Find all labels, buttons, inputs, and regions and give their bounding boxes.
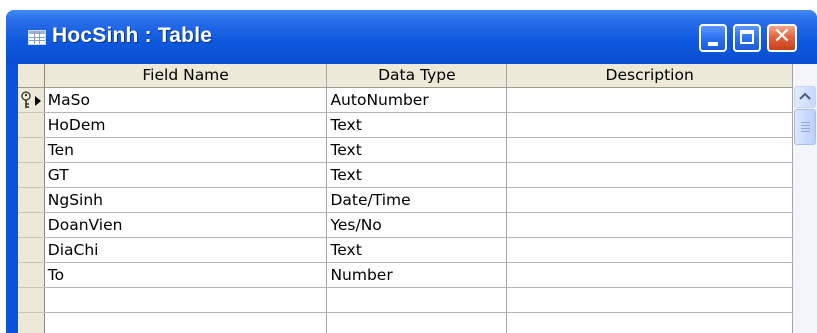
description-cell[interactable] [507, 237, 793, 262]
row-selector[interactable] [18, 162, 44, 187]
description-cell[interactable] [507, 262, 793, 287]
description-cell[interactable] [507, 112, 793, 137]
minimize-button[interactable] [699, 24, 727, 52]
row-selector[interactable] [18, 237, 44, 262]
corner-selector[interactable] [18, 64, 44, 87]
current-row-pointer-icon [35, 96, 41, 106]
design-grid [18, 64, 793, 333]
data-type-cell[interactable]: Text [327, 137, 507, 162]
table-row[interactable] [18, 137, 793, 162]
field-table [18, 64, 793, 333]
data-type-cell[interactable]: Text [327, 162, 507, 187]
table-row[interactable] [18, 262, 793, 287]
table-design-window [6, 10, 817, 333]
field-name-cell[interactable]: MaSo [44, 87, 327, 112]
row-selector[interactable] [18, 137, 44, 162]
description-cell[interactable] [507, 287, 793, 312]
table-row[interactable] [18, 87, 793, 112]
close-icon: ✕ [772, 24, 792, 49]
table-row[interactable] [18, 237, 793, 262]
table-row[interactable] [18, 162, 793, 187]
title-bar[interactable] [6, 10, 817, 64]
data-type-cell[interactable]: Yes/No [327, 212, 507, 237]
field-name-cell[interactable]: DoanVien [44, 212, 327, 237]
close-button[interactable] [767, 24, 797, 52]
column-header-data-type[interactable]: Data Type [327, 64, 507, 87]
vertical-scrollbar[interactable] [793, 64, 817, 333]
row-selector[interactable] [18, 212, 44, 237]
data-type-cell[interactable]: Text [327, 237, 507, 262]
table-row[interactable] [18, 312, 793, 333]
column-header-field-name[interactable]: Field Name [44, 64, 327, 87]
maximize-icon [740, 30, 754, 44]
description-cell[interactable] [507, 187, 793, 212]
field-name-cell[interactable]: To [44, 262, 327, 287]
row-selector[interactable] [18, 287, 44, 312]
field-name-cell[interactable]: GT [44, 162, 327, 187]
row-selector[interactable] [18, 312, 44, 333]
description-cell[interactable] [507, 312, 793, 333]
window-title: HocSinh : Table [52, 24, 213, 47]
data-type-cell[interactable]: AutoNumber [327, 87, 507, 112]
column-header-description[interactable]: Description [507, 64, 793, 87]
minimize-icon [708, 42, 718, 46]
field-name-cell[interactable]: NgSinh [44, 187, 327, 212]
row-selector[interactable] [18, 87, 44, 112]
description-cell[interactable] [507, 87, 793, 112]
primary-key-icon [20, 91, 32, 109]
field-name-cell[interactable] [44, 312, 327, 333]
description-cell[interactable] [507, 212, 793, 237]
chevron-up-icon [795, 87, 815, 107]
table-icon[interactable] [28, 30, 46, 45]
data-type-cell[interactable]: Number [327, 262, 507, 287]
field-name-cell[interactable] [44, 287, 327, 312]
data-type-cell[interactable] [327, 312, 507, 333]
field-name-cell[interactable]: Ten [44, 137, 327, 162]
description-cell[interactable] [507, 137, 793, 162]
data-type-cell[interactable]: Date/Time [327, 187, 507, 212]
row-selector[interactable] [18, 262, 44, 287]
field-name-cell[interactable]: DiaChi [44, 237, 327, 262]
row-selector[interactable] [18, 112, 44, 137]
data-type-cell[interactable] [327, 287, 507, 312]
scroll-thumb[interactable] [794, 109, 816, 145]
row-selector[interactable] [18, 187, 44, 212]
table-row[interactable] [18, 112, 793, 137]
field-name-cell[interactable]: HoDem [44, 112, 327, 137]
description-cell[interactable] [507, 162, 793, 187]
scroll-up-button[interactable] [794, 86, 816, 108]
table-row[interactable] [18, 212, 793, 237]
maximize-button[interactable] [733, 24, 761, 52]
data-type-cell[interactable]: Text [327, 112, 507, 137]
table-row[interactable] [18, 287, 793, 312]
header-row [18, 64, 793, 87]
table-row[interactable] [18, 187, 793, 212]
